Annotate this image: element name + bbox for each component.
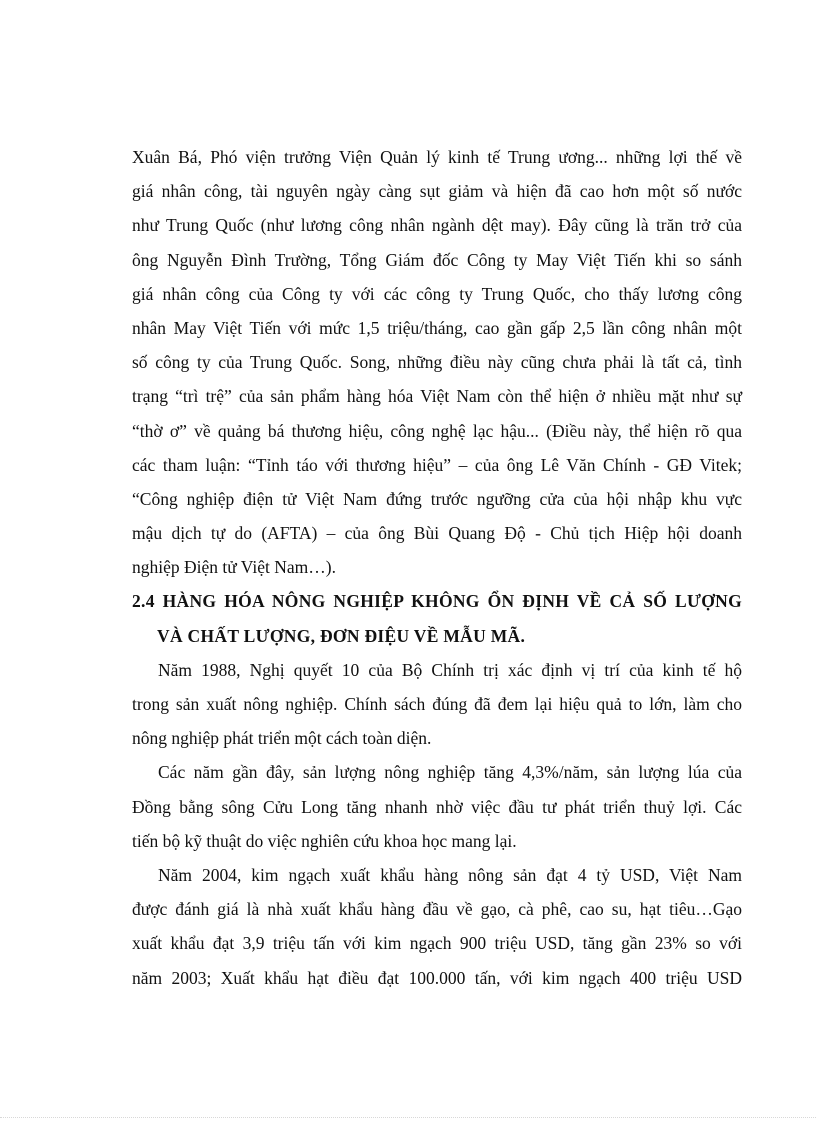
paragraph xyxy=(132,755,742,858)
text-line: giá nhân công của Công ty với các công ty Trung Quốc, cho thấy lương công xyxy=(132,283,742,304)
text-line: mậu dịch tự do (AFTA) – của ông Bùi Quang Độ - Chủ tịch Hiệp hội doanh xyxy=(132,523,742,544)
text-line: được đánh giá là nhà xuất khẩu hàng đầu về gạo, cà phê, cao su, hạt tiêu…Gạo xyxy=(132,899,742,920)
text-line: số công ty của Trung Quốc. Song, những điều này cũng chưa phải là tất cả, tình xyxy=(132,352,742,373)
page-bottom-divider xyxy=(0,1117,816,1118)
text-line: Đồng bằng sông Cửu Long tăng nhanh nhờ việc đầu tư phát triển thuỷ lợi. Các xyxy=(132,796,742,817)
text-line: ông Nguyễn Đình Trường, Tổng Giám đốc Công ty May Việt Tiến khi so sánh xyxy=(132,249,742,270)
paragraph-continuation xyxy=(132,140,742,584)
text-line: “Công nghiệp điện tử Việt Nam đứng trước ngưỡng cửa của hội nhập khu vực xyxy=(132,488,742,509)
text-line: Các năm gần đây, sản lượng nông nghiệp tăng 4,3%/năm, sản lượng lúa của xyxy=(158,762,742,783)
text-line: tiến bộ kỹ thuật do việc nghiên cứu khoa học mang lại. xyxy=(132,830,517,851)
text-line: trạng “trì trệ” của sản phẩm hàng hóa Việt Nam còn thể hiện ở nhiều mặt như sự xyxy=(132,386,742,407)
text-line: trong sản xuất nông nghiệp. Chính sách đúng đã đem lại hiệu quả to lớn, làm cho xyxy=(132,694,742,714)
text-line: nghiệp Điện tử Việt Nam…). xyxy=(132,557,336,578)
text-line: năm 2003; Xuất khẩu hạt điều đạt 100.000 tấn, với kim ngạch 400 triệu USD xyxy=(132,967,742,988)
heading-line: 2.4 HÀNG HÓA NÔNG NGHIỆP KHÔNG ỔN ĐỊNH VỀ CẢ SỐ LƯỢNG xyxy=(132,591,742,612)
paragraph xyxy=(132,858,742,995)
section-heading xyxy=(132,584,742,652)
text-line: nhân May Việt Tiến với mức 1,5 triệu/tháng, cao gần gấp 2,5 lần công nhân một xyxy=(132,317,742,338)
text-line: Xuân Bá, Phó viện trưởng Viện Quản lý kinh tế Trung ương... những lợi thế về xyxy=(132,147,742,167)
text-line: giá nhân công, tài nguyên ngày càng sụt giảm và hiện đã cao hơn một số nước xyxy=(132,181,742,202)
text-line: xuất khẩu đạt 3,9 triệu tấn với kim ngạch 900 triệu USD, tăng gần 23% so với xyxy=(132,933,742,954)
text-line: Năm 2004, kim ngạch xuất khẩu hàng nông sản đạt 4 tỷ USD, Việt Nam xyxy=(158,864,742,885)
text-line: “thờ ơ” về quảng bá thương hiệu, công nghệ lạc hậu... (Điều này, thể hiện rõ qua xyxy=(132,420,742,441)
paragraph xyxy=(132,653,742,756)
text-line: nông nghiệp phát triển một cách toàn diện. xyxy=(132,728,432,749)
document-body xyxy=(132,140,742,995)
text-line: như Trung Quốc (như lương công nhân ngành dệt may). Đây cũng là trăn trở của xyxy=(132,215,742,236)
text-line: các tham luận: “Tỉnh táo với thương hiệu” – của ông Lê Văn Chính - GĐ Vitek; xyxy=(132,454,742,475)
text-line: Năm 1988, Nghị quyết 10 của Bộ Chính trị xác định vị trí của kinh tế hộ xyxy=(158,659,742,680)
heading-line: VÀ CHẤT LƯỢNG, ĐƠN ĐIỆU VỀ MẪU MÃ. xyxy=(157,625,526,646)
